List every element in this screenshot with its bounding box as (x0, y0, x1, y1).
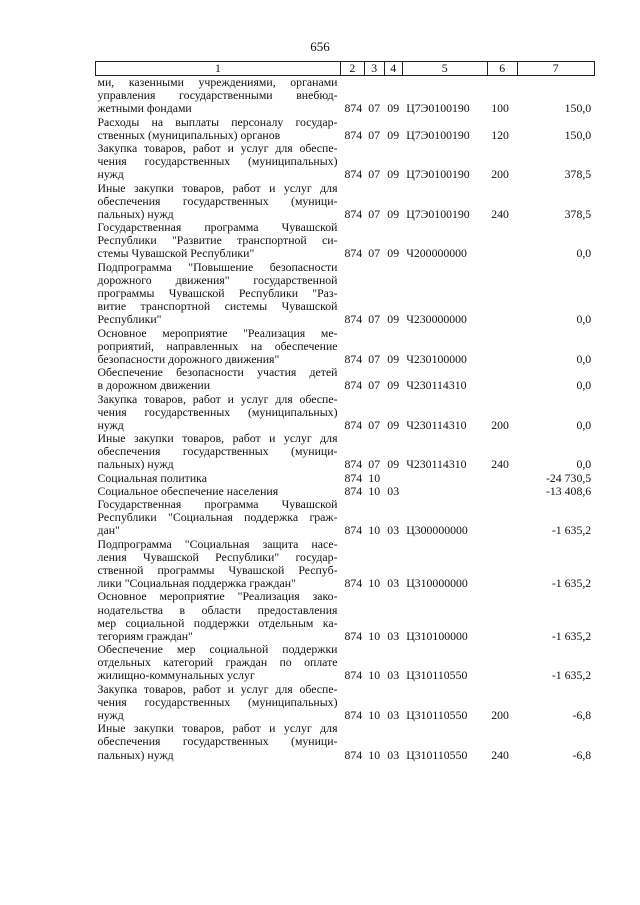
subsection-code-cell: 09 (387, 417, 400, 432)
row-description (96, 472, 341, 485)
amount-cell: 378,5 (564, 206, 592, 221)
row-description (96, 116, 341, 142)
subsection-code-cell: 09 (387, 351, 400, 366)
section-code-cell: 10 (368, 708, 381, 723)
subsection-code-cell (384, 472, 402, 485)
column-header: 1 (96, 62, 341, 76)
description-line: Иные закупки товаров, работ и услуг для (97, 181, 338, 195)
expense-type-code-cell (487, 472, 517, 485)
description-line: нужд (97, 417, 124, 432)
expense-type-code-cell (487, 221, 517, 261)
amount-cell: 378,5 (564, 167, 592, 182)
target-item-code-cell (402, 485, 487, 498)
section-code-cell: 10 (368, 747, 381, 762)
budget-table (95, 61, 595, 762)
table-row (96, 327, 595, 367)
section-code-cell: 10 (368, 628, 381, 643)
column-header: 3 (364, 62, 384, 76)
section-code-cell: 07 (368, 101, 381, 116)
description-line: Расходы на выплаты персоналу государ- (97, 115, 338, 129)
section-code-cell: 10 (368, 576, 381, 591)
target-item-code-cell (402, 472, 487, 485)
subsection-code-cell: 09 (387, 378, 400, 393)
amount-cell: -1 635,2 (551, 576, 592, 591)
target-item-code-cell: Ч230100000 (406, 351, 467, 366)
table-row (96, 590, 595, 643)
table-body (96, 76, 595, 762)
target-item-code-cell: Ц7Э0100190 (406, 206, 470, 221)
description-line: Республики "Развитие транспортной си- (97, 233, 338, 248)
description-line: Социальное обеспечение населения (97, 484, 279, 498)
description-line: нодательства в области предоставления (97, 602, 338, 617)
row-description (96, 432, 341, 472)
description-line: жетными фондами (97, 101, 192, 116)
admin-code-cell: 874 (344, 206, 363, 221)
row-description (96, 643, 341, 683)
description-line: Закупка товаров, работ и услуг для обеспе- (97, 141, 338, 155)
section-code-cell: 07 (368, 206, 381, 221)
admin-code-cell: 874 (344, 417, 363, 432)
expense-type-code-cell (487, 327, 517, 367)
description-line: Основное мероприятие "Реализация зако- (97, 590, 338, 604)
description-line: безопасности дорожного движения" (97, 351, 280, 366)
description-line: пальных) нужд (97, 747, 174, 762)
expense-type-code-cell (487, 485, 517, 498)
admin-code-cell: 874 (344, 351, 363, 366)
description-line: отдельных категорий граждан по оплате (97, 655, 338, 670)
row-description (96, 485, 341, 498)
amount-cell: -6,8 (572, 708, 592, 723)
column-header: 6 (487, 62, 517, 76)
table-row (96, 182, 595, 222)
description-line: роприятий, направленных на обеспечение (97, 338, 338, 353)
table-row (96, 643, 595, 683)
description-line: дан" (97, 523, 120, 538)
description-line: нужд (97, 708, 124, 723)
admin-code-cell: 874 (344, 668, 363, 683)
expense-type-code-cell: 200 (491, 167, 509, 182)
section-code-cell: 10 (368, 471, 381, 485)
column-header: 4 (384, 62, 402, 76)
amount-cell: 0,0 (576, 417, 592, 432)
table-row (96, 683, 595, 723)
amount-cell: 150,0 (564, 127, 592, 142)
section-code-cell: 07 (368, 417, 381, 432)
target-item-code-cell: Ч200000000 (406, 246, 467, 261)
description-line: дорожного движения" государственной (97, 272, 338, 287)
expense-type-code-cell (487, 538, 517, 591)
section-code-cell: 10 (368, 523, 381, 538)
subsection-code-cell: 03 (387, 747, 400, 762)
description-line: программы Чувашской Республики "Раз- (97, 286, 338, 300)
description-line: Обеспечение безопасности участия детей (97, 366, 338, 380)
description-line: пальных) нужд (97, 206, 174, 221)
table-row (96, 472, 595, 485)
row-description (96, 327, 341, 367)
description-line: мер социальной поддержки отдельным ка- (97, 615, 338, 630)
row-description (96, 498, 341, 538)
admin-code-cell: 874 (344, 523, 363, 538)
table-row (96, 393, 595, 433)
description-line: Государственная программа Чувашской (97, 221, 338, 235)
amount-cell: 0,0 (576, 312, 592, 327)
admin-code-cell: 874 (344, 457, 363, 472)
row-description (96, 538, 341, 591)
amount-cell: -6,8 (572, 747, 592, 762)
target-item-code-cell: Ч230114310 (406, 417, 467, 432)
table-row (96, 221, 595, 261)
admin-code-cell: 874 (344, 484, 363, 498)
target-item-code-cell: Ц7Э0100190 (406, 167, 470, 182)
expense-type-code-cell (487, 643, 517, 683)
target-item-code-cell: Ц310110550 (406, 747, 468, 762)
description-line: стемы Чувашской Республики" (97, 246, 255, 261)
description-line: обеспечения государственных (муници- (97, 734, 338, 749)
expense-type-code-cell (487, 498, 517, 538)
target-item-code-cell: Ч230114310 (406, 378, 467, 393)
section-code-cell: 07 (368, 167, 381, 182)
target-item-code-cell: Ц300000000 (406, 523, 468, 538)
description-line: чения государственных (муниципальных) (97, 404, 338, 419)
row-description (96, 590, 341, 643)
table-row (96, 432, 595, 472)
admin-code-cell: 874 (344, 101, 363, 116)
expense-type-code-cell: 120 (491, 127, 509, 142)
subsection-code-cell: 03 (387, 668, 400, 683)
amount-cell: 0,0 (576, 351, 592, 366)
expense-type-code-cell: 240 (491, 457, 509, 472)
section-code-cell: 07 (368, 351, 381, 366)
description-line: чения государственных (муниципальных) (97, 154, 338, 169)
amount-cell: 0,0 (576, 246, 592, 261)
admin-code-cell: 874 (344, 167, 363, 182)
section-code-cell: 07 (368, 457, 381, 472)
target-item-code-cell: Ц310110550 (406, 708, 468, 723)
description-line: тегориям граждан" (97, 628, 193, 643)
description-line: Республики "Социальная поддержка граж- (97, 510, 338, 525)
description-line: лики "Социальная поддержка граждан" (97, 576, 296, 591)
target-item-code-cell: Ц310100000 (406, 628, 468, 643)
section-code-cell: 10 (368, 484, 381, 498)
subsection-code-cell: 09 (387, 101, 400, 116)
description-line: Обеспечение мер социальной поддержки (97, 643, 338, 657)
target-item-code-cell: Ц310110550 (406, 668, 468, 683)
description-line: Закупка товаров, работ и услуг для обеспе- (97, 682, 338, 696)
admin-code-cell: 874 (344, 246, 363, 261)
table-row (96, 366, 595, 392)
description-line: ственных (муниципальных) органов (97, 127, 281, 142)
admin-code-cell: 874 (344, 127, 363, 142)
subsection-code-cell: 03 (387, 523, 400, 538)
admin-code-cell: 874 (344, 747, 363, 762)
target-item-code-cell: Ц7Э0100190 (406, 127, 470, 142)
description-line: Иные закупки товаров, работ и услуг для (97, 722, 338, 736)
description-line: ми, казенными учреждениями, органами (97, 75, 338, 89)
description-line: витие транспортной системы Чувашской (97, 299, 338, 314)
amount-cell: -1 635,2 (551, 668, 592, 683)
row-description (96, 76, 341, 116)
description-line: Государственная программа Чувашской (97, 498, 338, 512)
subsection-code-cell: 09 (387, 246, 400, 261)
admin-code-cell: 874 (344, 628, 363, 643)
description-line: нужд (97, 167, 124, 182)
subsection-code-cell: 09 (387, 457, 400, 472)
table-row (96, 538, 595, 591)
row-description (96, 393, 341, 433)
description-line: Республики" (97, 312, 162, 327)
subsection-code-cell: 09 (387, 312, 400, 327)
admin-code-cell: 874 (344, 471, 363, 485)
row-description (96, 366, 341, 392)
subsection-code-cell: 03 (387, 576, 400, 591)
section-code-cell: 07 (368, 312, 381, 327)
section-code-cell: 07 (368, 127, 381, 142)
description-line: Основное мероприятие "Реализация ме- (97, 326, 338, 340)
expense-type-code-cell: 240 (491, 747, 509, 762)
table-row (96, 498, 595, 538)
expense-type-code-cell: 200 (491, 708, 509, 723)
column-header: 5 (402, 62, 487, 76)
table-row (96, 485, 595, 498)
subsection-code-cell: 09 (387, 167, 400, 182)
description-line: Подпрограмма "Социальная защита насе- (97, 537, 338, 551)
table-row (96, 261, 595, 327)
row-description (96, 722, 341, 762)
description-line: Закупка товаров, работ и услуг для обеспе- (97, 392, 338, 406)
column-header: 7 (517, 62, 594, 76)
row-description (96, 142, 341, 182)
amount-cell: -1 635,2 (551, 523, 592, 538)
expense-type-code-cell (487, 590, 517, 643)
admin-code-cell: 874 (344, 708, 363, 723)
expense-type-code-cell (487, 366, 517, 392)
expense-type-code-cell: 240 (491, 206, 509, 221)
row-description (96, 261, 341, 327)
description-line: Социальная политика (97, 471, 207, 485)
description-line: обеспечения государственных (муници- (97, 444, 338, 459)
table-row (96, 142, 595, 182)
subsection-code-cell: 03 (387, 708, 400, 723)
description-line: чения государственных (муниципальных) (97, 694, 338, 709)
subsection-code-cell: 03 (387, 484, 400, 498)
description-line: жилищно-коммунальных услуг (97, 668, 255, 683)
amount-cell: 150,0 (564, 101, 592, 116)
description-line: ственной программы Чувашской Респуб- (97, 562, 338, 577)
description-line: управления государственными внебюд- (97, 88, 338, 103)
subsection-code-cell: 03 (387, 628, 400, 643)
target-item-code-cell: Ц7Э0100190 (406, 101, 470, 116)
expense-type-code-cell: 100 (491, 101, 509, 116)
target-item-code-cell: Ц310000000 (406, 576, 468, 591)
table-row (96, 76, 595, 116)
section-code-cell: 07 (368, 246, 381, 261)
table-row (96, 116, 595, 142)
amount-cell: -13 408,6 (545, 484, 592, 498)
subsection-code-cell: 09 (387, 206, 400, 221)
description-line: обеспечения государственных (муници- (97, 193, 338, 208)
subsection-code-cell: 09 (387, 127, 400, 142)
row-description (96, 221, 341, 261)
description-line: Подпрограмма "Повышение безопасности (97, 260, 338, 274)
row-description (96, 683, 341, 723)
expense-type-code-cell (487, 261, 517, 327)
amount-cell: 0,0 (576, 378, 592, 393)
section-code-cell: 10 (368, 668, 381, 683)
table-row (96, 722, 595, 762)
target-item-code-cell: Ч230000000 (406, 312, 467, 327)
row-description (96, 182, 341, 222)
page-number: 656 (310, 39, 330, 54)
section-code-cell: 07 (368, 378, 381, 393)
description-line: пальных) нужд (97, 457, 174, 472)
admin-code-cell: 874 (344, 312, 363, 327)
admin-code-cell: 874 (344, 378, 363, 393)
target-item-code-cell: Ч230114310 (406, 457, 467, 472)
amount-cell: -1 635,2 (551, 628, 592, 643)
description-line: ления Чувашской Республики" государ- (97, 549, 338, 564)
description-line: Иные закупки товаров, работ и услуг для (97, 432, 338, 446)
description-line: в дорожном движении (97, 378, 211, 393)
amount-cell: 0,0 (576, 457, 592, 472)
expense-type-code-cell: 200 (491, 417, 509, 432)
amount-cell: -24 730,5 (545, 471, 592, 485)
table-header (96, 62, 595, 76)
admin-code-cell: 874 (344, 576, 363, 591)
column-header: 2 (341, 62, 365, 76)
